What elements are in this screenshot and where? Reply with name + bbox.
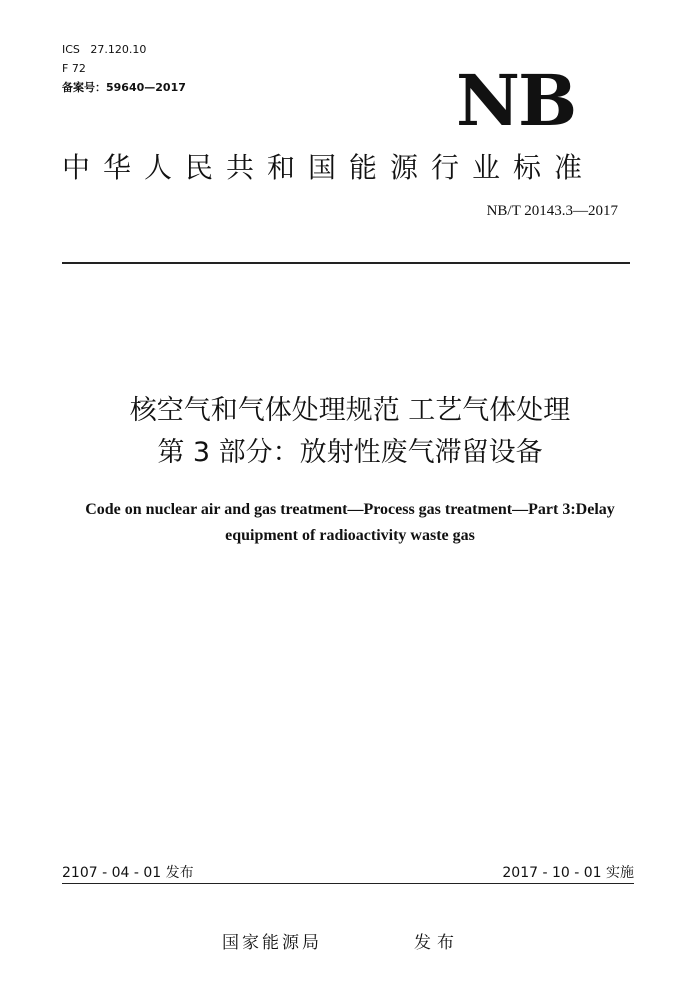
issued-label: 发布 xyxy=(414,933,460,953)
english-title-line-2: equipment of radioactivity waste gas xyxy=(225,527,475,544)
nb-logo: NB xyxy=(456,59,576,142)
standard-code: NB/T 20143.3—2017 xyxy=(486,203,618,219)
english-title xyxy=(40,497,660,549)
top-divider xyxy=(62,262,630,264)
english-title-line-1: Code on nuclear air and gas treatment—Process gas treatment—Part 3:Delay xyxy=(85,501,615,518)
bottom-divider xyxy=(62,883,634,884)
issue-date: 2107 - 04 - 01 发布 xyxy=(62,865,194,881)
issuing-authority: 国家能源局 xyxy=(222,933,322,953)
classification-block xyxy=(62,40,186,97)
record-line xyxy=(62,78,186,97)
implementation-date: 2017 - 10 - 01 实施 xyxy=(502,865,634,881)
class-code: F 72 xyxy=(62,62,86,75)
standard-category: 中华人民共和国能源行业标准 xyxy=(62,151,596,184)
chinese-title-line-1: 核空气和气体处理规范 工艺气体处理 xyxy=(129,395,571,426)
record-value: 59640—2017 xyxy=(106,81,186,94)
chinese-title xyxy=(40,390,660,474)
ics-value: 27.120.10 xyxy=(90,43,147,56)
chinese-title-line-2: 第 3 部分：放射性废气滞留设备 xyxy=(157,437,543,468)
ics-line xyxy=(62,40,186,59)
ics-label: ICS xyxy=(62,43,80,56)
record-label: 备案号： xyxy=(62,81,106,94)
